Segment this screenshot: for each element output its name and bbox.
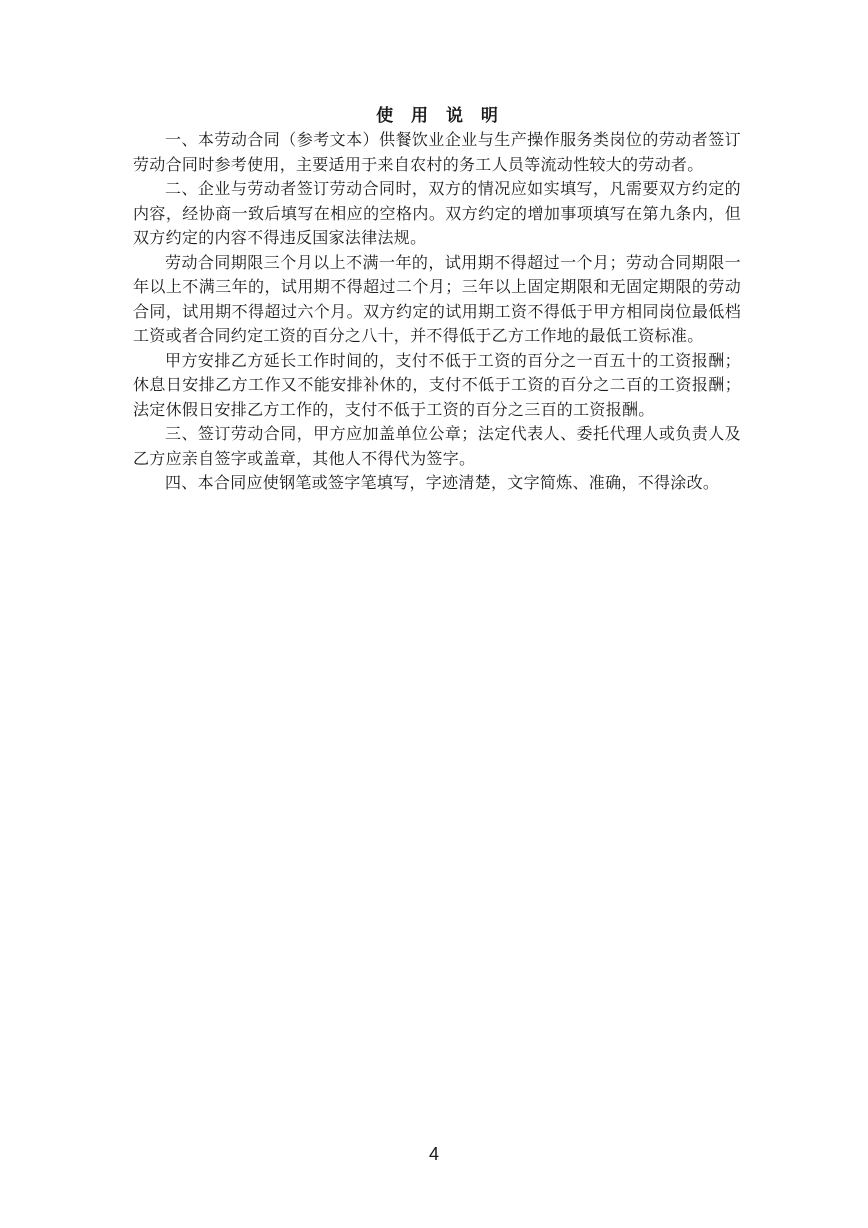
page-number: 4 bbox=[428, 1144, 439, 1164]
paragraph-6: 四、本合同应使钢笔或签字笔填写，字迹清楚，文字简炼、准确，不得涂改。 bbox=[165, 473, 720, 492]
paragraph-3: 劳动合同期限三个月以上不满一年的，试用期不得超过一个月；劳动合同期限一年以上不满三年的，试用期不得超过二个月；三年以上固定期限和无固定期限的劳动合同，试用期不得超过六个月。双方约定的试用期工资不得低于甲方相同岗位最低档工资或者合同约定工资的百分之八十，并不得低于乙方工作地的最低工资标准。 bbox=[133, 252, 741, 345]
paragraph-1: 一、本劳动合同（参考文本）供餐饮业企业与生产操作服务类岗位的劳动者签订劳动合同时参考使用，主要适用于来自农村的务工人员等流动性较大的劳动者。 bbox=[133, 130, 741, 174]
paragraph-2: 二、企业与劳动者签订劳动合同时，双方的情况应如实填写，凡需要双方约定的内容，经协商一致后填写在相应的空格内。双方约定的增加事项填写在第九条内，但双方约定的内容不得违反国家法律法规。 bbox=[133, 179, 741, 247]
page-content bbox=[133, 104, 741, 496]
paragraph-4: 甲方安排乙方延长工作时间的，支付不低于工资的百分之一百五十的工资报酬；休息日安排乙方工作又不能安排补休的，支付不低于工资的百分之二百的工资报酬；法定休假日安排乙方工作的，支付不低于工资的百分之三百的工资报酬。 bbox=[133, 350, 741, 419]
paragraph-5: 三、签订劳动合同，甲方应加盖单位公章；法定代表人、委托代理人或负责人及乙方应亲自签字或盖章，其他人不得代为签字。 bbox=[133, 424, 741, 468]
page-title: 使 用 说 明 bbox=[376, 106, 504, 126]
